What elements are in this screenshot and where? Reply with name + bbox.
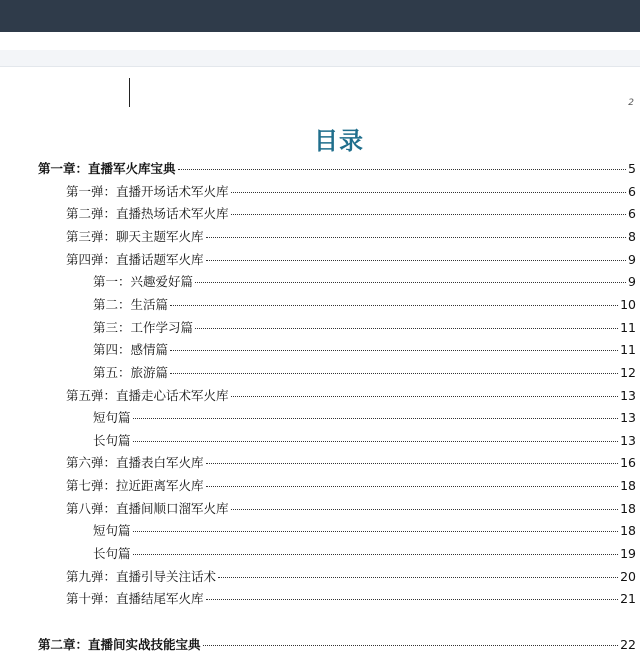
toc-entry-text: 第四：感情篇 [93,342,169,357]
toc-entry-page: 18 [620,478,636,493]
toc-entry-text: 第一弹：直播开场话术军火库 [66,184,229,199]
document-ruler [0,50,640,67]
document-page[interactable] [0,67,640,655]
toc-entry-text: 第九弹：直播引导关注话术 [66,569,217,584]
toc-entry-page: 21 [620,591,636,606]
toc-entry-text: 长句篇 [93,433,131,448]
toc-dot-leader [133,554,619,555]
toc-entry[interactable] [66,499,636,521]
toc-dot-leader [231,396,619,397]
toc-dot-leader [206,463,619,464]
toc-entry[interactable] [66,386,636,408]
toc-entry-text: 短句篇 [93,410,131,425]
toc-entry-text: 第五弹：直播走心话术军火库 [66,388,229,403]
toc-entry-page: 13 [620,410,636,425]
toc-entry[interactable] [66,250,636,272]
toc-entry[interactable] [38,159,636,181]
toc-entry-text: 第二弹：直播热场话术军火库 [66,206,229,221]
toc-entry-text: 第八弹：直播间顺口溜军火库 [66,501,229,516]
toc-dot-leader [231,214,627,215]
text-cursor [129,78,130,107]
toc-dot-leader [206,237,627,238]
toc-entry-text: 第十弹：直播结尾军火库 [66,591,204,606]
toc-entry[interactable] [93,340,636,362]
toc-dot-leader [170,373,618,374]
toc-dot-leader [231,192,627,193]
toc-entry-page: 6 [628,206,636,221]
toc-entry[interactable] [66,589,636,611]
toc-dot-leader [195,282,626,283]
toc-entry-text: 第七弹：拉近距离军火库 [66,478,204,493]
toc-entry-text: 长句篇 [93,546,131,561]
toc-entry[interactable] [66,182,636,204]
toc-entry[interactable] [66,476,636,498]
toc-entry-text: 第一：兴趣爱好篇 [93,274,194,289]
toc-dot-leader [203,645,619,646]
toc-dot-leader [170,305,618,306]
toc-entry-page: 5 [628,161,636,176]
toc-entry-page: 13 [620,433,636,448]
toc-entry[interactable] [93,521,636,543]
toc-entry[interactable] [66,567,636,589]
toc-entry-page: 11 [620,320,636,335]
toc-entry[interactable] [93,408,636,430]
toc-entry-page: 10 [620,297,636,312]
toc-entry-page: 18 [620,501,636,516]
toc-entry-page: 13 [620,388,636,403]
toc-entry-text: 第二章：直播间实战技能宝典 [38,637,201,652]
toc-entry-text: 第五：旅游篇 [93,365,169,380]
toc-dot-leader [206,599,619,600]
toc-title: 目录 [314,127,364,155]
toc-entry-text: 第二：生活篇 [93,297,169,312]
toc-entry-text: 第三：工作学习篇 [93,320,194,335]
toc-entry[interactable] [66,204,636,226]
toc-entry[interactable] [93,272,636,294]
toc-entry-text: 第六弹：直播表白军火库 [66,455,204,470]
toc-dot-leader [133,531,619,532]
toc-entry-page: 18 [620,523,636,538]
toc-entry[interactable] [66,453,636,475]
toc-entry-text: 第四弹：直播话题军火库 [66,252,204,267]
toc-entry-page: 9 [628,274,636,289]
toc-entry-page: 16 [620,455,636,470]
toc-entry-page: 19 [620,546,636,561]
app-title-bar [0,0,640,32]
toc-entry[interactable] [38,635,636,657]
toc-entry-page: 9 [628,252,636,267]
toc-dot-leader [133,441,619,442]
toc-entry[interactable] [93,295,636,317]
toc-entry-page: 22 [620,637,636,652]
toc-entry[interactable] [66,227,636,249]
toc-entry[interactable] [93,318,636,340]
toc-dot-leader [133,418,619,419]
toc-dot-leader [195,328,618,329]
toc-entry-page: 6 [628,184,636,199]
toc-entry-text: 第一章：直播军火库宝典 [38,161,176,176]
toc-dot-leader [178,169,627,170]
page-number: 2 [628,98,634,108]
toc-dot-leader [206,486,619,487]
toc-entry-text: 第三弹：聊天主题军火库 [66,229,204,244]
toc-entry-text: 短句篇 [93,523,131,538]
toc-entry[interactable] [93,363,636,385]
toc-entry-page: 11 [620,342,636,357]
toc-dot-leader [231,509,619,510]
toc-entry[interactable] [93,431,636,453]
toc-entry-page: 12 [620,365,636,380]
toc-entry[interactable] [93,544,636,566]
toc-entry-page: 20 [620,569,636,584]
toc-dot-leader [218,577,618,578]
toc-entry-page: 8 [628,229,636,244]
toc-dot-leader [206,260,627,261]
toc-dot-leader [170,350,618,351]
